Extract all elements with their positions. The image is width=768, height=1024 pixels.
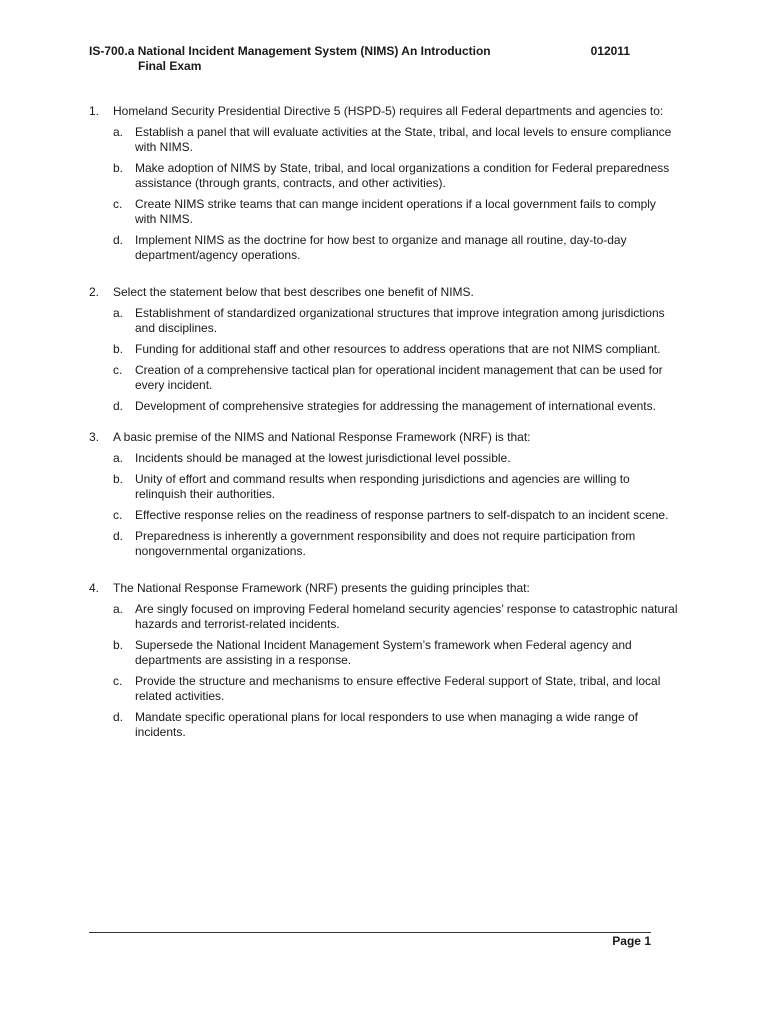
option-text: Are singly focused on improving Federal homeland security agencies’ response to catastrophic natural hazards and terrorist-related incidents. [135, 602, 678, 631]
answer-option [113, 399, 679, 414]
option-letter: d. [113, 710, 124, 724]
question-number: 2. [89, 285, 100, 299]
option-letter: d. [113, 399, 124, 413]
question-text: Homeland Security Presidential Directive 5 (HSPD-5) requires all Federal departments and agencies to: [113, 104, 664, 118]
question-text: The National Response Framework (NRF) presents the guiding principles that: [113, 581, 530, 595]
page-number: Page 1 [612, 934, 651, 948]
document-subtitle: Final Exam [138, 59, 202, 73]
question-number: 1. [89, 104, 100, 118]
option-list [113, 451, 679, 559]
option-letter: a. [113, 602, 124, 616]
question-number: 3. [89, 430, 100, 444]
option-text: Establish a panel that will evaluate activities at the State, tribal, and local levels to ensure compliance with NIMS. [135, 125, 672, 154]
option-letter: b. [113, 342, 124, 356]
option-text: Unity of effort and command results when responding jurisdictions and agencies are willing to relinquish their authorities. [135, 472, 630, 501]
document-header [89, 44, 649, 74]
option-letter: d. [113, 529, 124, 543]
answer-option [113, 197, 679, 227]
answer-option [113, 638, 679, 668]
option-text: Make adoption of NIMS by State, tribal, and local organizations a condition for Federal preparedness assistance (through grants, contracts, and other activities). [135, 161, 670, 190]
option-text: Create NIMS strike teams that can mange incident operations if a local government fails to comply with NIMS. [135, 197, 656, 226]
option-letter: c. [113, 508, 123, 522]
answer-option [113, 472, 679, 502]
option-letter: a. [113, 451, 124, 465]
question [89, 104, 679, 263]
option-letter: b. [113, 472, 124, 486]
option-letter: c. [113, 197, 123, 211]
option-letter: a. [113, 125, 124, 139]
option-text: Incidents should be managed at the lowest jurisdictional level possible. [135, 451, 511, 465]
option-list [113, 125, 679, 263]
option-text: Establishment of standardized organizational structures that improve integration among jurisdictions and disciplines. [135, 306, 665, 335]
option-text: Creation of a comprehensive tactical plan for operational incident management that can be used for every incident. [135, 363, 663, 392]
option-letter: c. [113, 363, 123, 377]
option-letter: b. [113, 638, 124, 652]
question [89, 285, 679, 414]
footer-divider [89, 932, 651, 933]
option-letter: b. [113, 161, 124, 175]
question-number: 4. [89, 581, 100, 595]
answer-option [113, 125, 679, 155]
answer-option [113, 529, 679, 559]
question-text: A basic premise of the NIMS and National Response Framework (NRF) is that: [113, 430, 531, 444]
answer-option [113, 306, 679, 336]
option-text: Implement NIMS as the doctrine for how best to organize and manage all routine, day-to-day department/agency operations. [135, 233, 627, 262]
question [89, 581, 679, 740]
question-text: Select the statement below that best describes one benefit of NIMS. [113, 285, 474, 299]
option-list [113, 602, 679, 740]
option-text: Mandate specific operational plans for local responders to use when managing a wide range of incidents. [135, 710, 638, 739]
option-text: Preparedness is inherently a government responsibility and does not require participation from nongovernmental organizations. [135, 529, 636, 558]
option-letter: a. [113, 306, 124, 320]
answer-option [113, 674, 679, 704]
answer-option [113, 710, 679, 740]
answer-option [113, 342, 679, 357]
option-text: Supersede the National Incident Management System’s framework when Federal agency and departments are assisting in a response. [135, 638, 632, 667]
answer-option [113, 233, 679, 263]
question-list [89, 104, 679, 746]
document-code: 012011 [590, 44, 630, 58]
option-text: Effective response relies on the readiness of response partners to self-dispatch to an incident scene. [135, 508, 669, 522]
option-list [113, 306, 679, 414]
option-text: Provide the structure and mechanisms to ensure effective Federal support of State, tribal, and local related activities. [135, 674, 661, 703]
option-letter: c. [113, 674, 123, 688]
answer-option [113, 161, 679, 191]
option-text: Development of comprehensive strategies for addressing the management of international events. [135, 399, 656, 413]
answer-option [113, 508, 679, 523]
answer-option [113, 602, 679, 632]
document-title: IS-700.a National Incident Management System (NIMS) An Introduction [89, 44, 491, 58]
answer-option [113, 451, 679, 466]
answer-option [113, 363, 679, 393]
option-letter: d. [113, 233, 124, 247]
question [89, 430, 679, 559]
option-text: Funding for additional staff and other resources to address operations that are not NIMS compliant. [135, 342, 661, 356]
